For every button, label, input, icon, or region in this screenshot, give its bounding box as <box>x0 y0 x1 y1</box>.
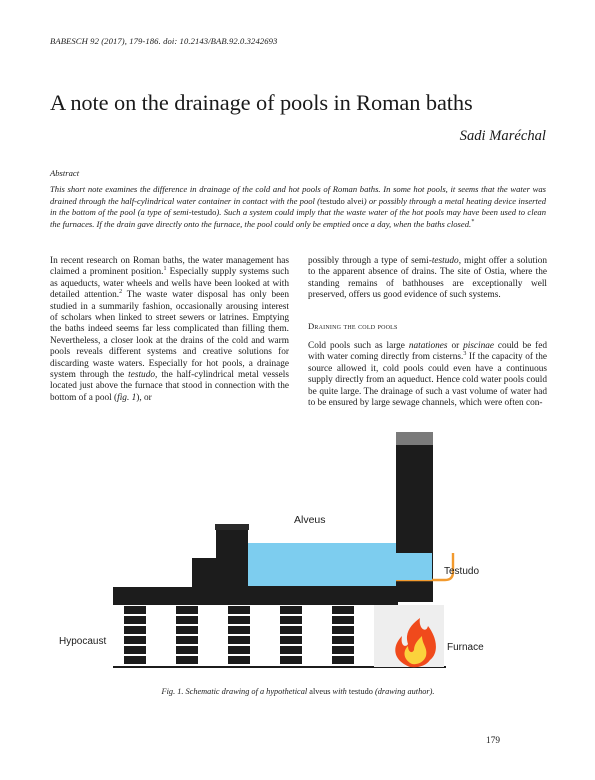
pila-tile <box>176 636 198 644</box>
pila-tile <box>280 656 302 664</box>
pila-tile <box>280 616 302 624</box>
pila-tile <box>280 646 302 654</box>
author-name: Sadi Maréchal <box>459 128 546 144</box>
suspensura-floor <box>113 587 398 605</box>
figure-caption: Fig. 1. Schematic drawing of a hypothetical alveus with testudo (drawing author). <box>161 687 435 696</box>
pila-tile <box>280 626 302 634</box>
pool-step-middle <box>192 558 248 590</box>
pila-tile <box>228 616 250 624</box>
pila-tile <box>124 646 146 654</box>
pila-tile <box>176 616 198 624</box>
pila-tile <box>124 636 146 644</box>
pool-step-top <box>216 530 248 558</box>
pila-tile <box>228 626 250 634</box>
running-head: BABESCH 92 (2017), 179-186. doi: 10.2143/BAB.92.0.3242693 <box>50 36 278 46</box>
pila-tile <box>176 626 198 634</box>
pila-tile <box>228 656 250 664</box>
pila-tile <box>332 656 354 664</box>
abstract-heading: Abstract <box>50 168 80 178</box>
pila-tile <box>332 646 354 654</box>
pool-water <box>248 543 396 587</box>
pila-tile <box>280 606 302 614</box>
pila-tile <box>124 616 146 624</box>
pila-tile <box>124 656 146 664</box>
wall-shading <box>396 432 433 445</box>
abstract-text: This short note examines the difference in drainage of the cold and hot pools of Roman baths. In some hot pools, it seems that the water was drained through the half-cylindrical water container in contact with the pool (testudo alvei) or possibly through a metal heating device inserted in the bottom of the pool (a type of semi-testudo). Such a system could imply that the waste water of the hot pools may have been used to clean the furnaces. If the drain gave directly onto the furnace, the pool could only be emptied once a day, when the baths closed.* <box>50 184 547 229</box>
footnote-marker: 3 <box>463 351 467 358</box>
paragraph-cold-pools: Cold pools such as large natationes or piscinae could be fed with water coming directly from cisterns.$^3$ If the capacity of the source allowed it, cold pools could even have a continuous supply directly from an aqueduct. Hence cold water pools could be quite large. The drainage of such a vast volume of water had to be ensured by large sewage channels, which were often con- <box>308 341 547 409</box>
footnote-marker: 1 <box>163 266 167 273</box>
section-heading: Draining the cold pools <box>308 321 398 331</box>
label-furnace: Furnace <box>447 642 484 653</box>
pila-tile <box>228 606 250 614</box>
pila-tile <box>124 626 146 634</box>
pila-tile <box>228 646 250 654</box>
label-hypocaust: Hypocaust <box>59 636 107 647</box>
pila-tile <box>332 636 354 644</box>
pila-tile <box>332 606 354 614</box>
footnote-marker: 2 <box>119 289 123 296</box>
pila-tile <box>176 646 198 654</box>
label-alveus: Alveus <box>294 514 326 526</box>
paragraph-intro: In recent research on Roman baths, the water management has claimed a prominent position.$^1$ Especially supply systems such as aqueducts, water wheels and wells have been looked at with detailed attention.$^2$ The waste water disposal has only been studied in a summarily fashion, occasionally arousing interest of scholars when linked to street sewers or latrines. Emptying the baths indeed seems far less complicated than filling them. Nevertheless, a closer look at the drains of the cold and warm pools reveals different systems and creative solutions for discarding waste waters. Especially for hot pools, a drainage system through the testudo, the half-cylindrical metal vessels located just above the furnace that stood in connection with the bottom of a pool (fig. 1), or <box>50 256 290 403</box>
pila-tile <box>332 626 354 634</box>
footnote-marker: * <box>471 218 475 225</box>
testudo-water <box>396 553 432 580</box>
pila-tile <box>176 606 198 614</box>
page-number: 179 <box>486 736 500 746</box>
label-testudo: Testudo <box>444 566 480 577</box>
pila-tile <box>280 636 302 644</box>
paragraph-continued: possibly through a type of semi-testudo, might offer a solution to the apparent absence of drains. The site of Ostia, where the standing remains of bathhouses are exceptionally well preserved, offers us good evidence of such systems. <box>308 256 547 301</box>
pila-tile <box>332 616 354 624</box>
article-title: A note on the drainage of pools in Roman baths <box>50 90 473 115</box>
pool-step-cap <box>215 524 249 530</box>
pila-tile <box>228 636 250 644</box>
figure-reference: fig. 1 <box>117 392 137 403</box>
pila-tile <box>124 606 146 614</box>
pila-tile <box>176 656 198 664</box>
